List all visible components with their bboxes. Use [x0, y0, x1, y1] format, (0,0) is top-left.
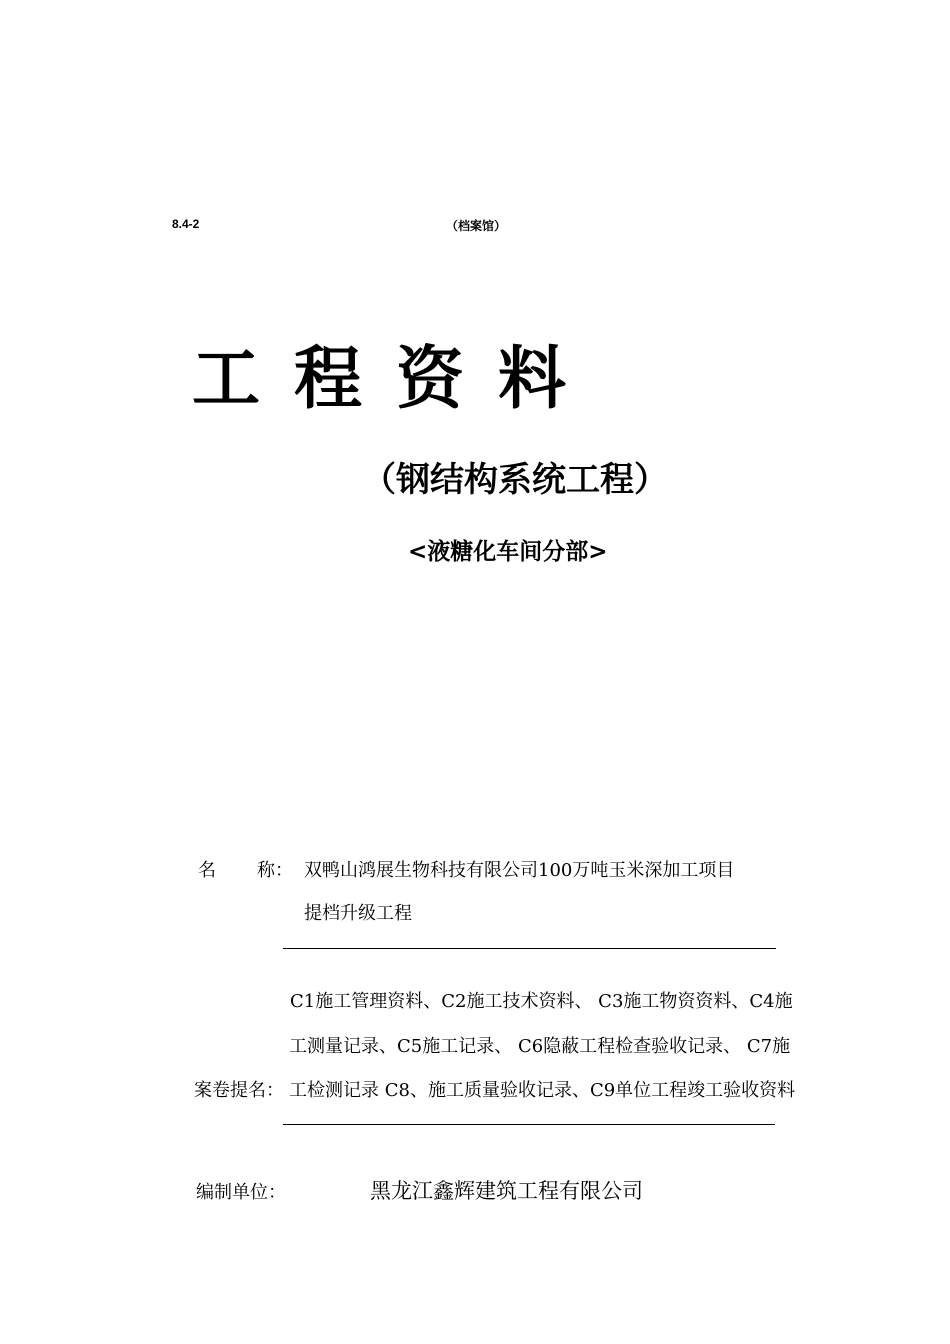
- name-underline: [283, 948, 776, 949]
- archive-label: （档案馆）: [446, 219, 507, 233]
- volume-value-line2: 工测量记录、C5施工记录、 C6隐蔽工程检查验收记录、 C7施: [289, 1036, 791, 1057]
- name-value-line2: 提档升级工程: [304, 903, 412, 924]
- volume-label: 案卷提名：: [194, 1080, 284, 1101]
- section-title: <液糖化车间分部>: [408, 539, 608, 565]
- document-code: 8.4-2: [172, 217, 200, 231]
- volume-underline: [283, 1124, 775, 1125]
- unit-value: 黑龙江鑫辉建筑工程有限公司: [370, 1179, 643, 1203]
- volume-value-line3: 工检测记录 C8、施工质量验收记录、C9单位工程竣工验收资料: [289, 1080, 796, 1101]
- main-title: 工程资料: [192, 340, 601, 419]
- name-label-part1: 名: [198, 860, 216, 881]
- name-label-part2: 称：: [257, 860, 293, 881]
- subtitle: （钢结构系统工程）: [362, 460, 668, 500]
- volume-value-line1: C1施工管理资料、C2施工技术资料、 C3施工物资资料、C4施: [290, 991, 793, 1012]
- name-value-line1: 双鸭山鸿展生物科技有限公司100万吨玉米深加工项目: [304, 860, 735, 881]
- unit-label: 编制单位：: [196, 1182, 286, 1203]
